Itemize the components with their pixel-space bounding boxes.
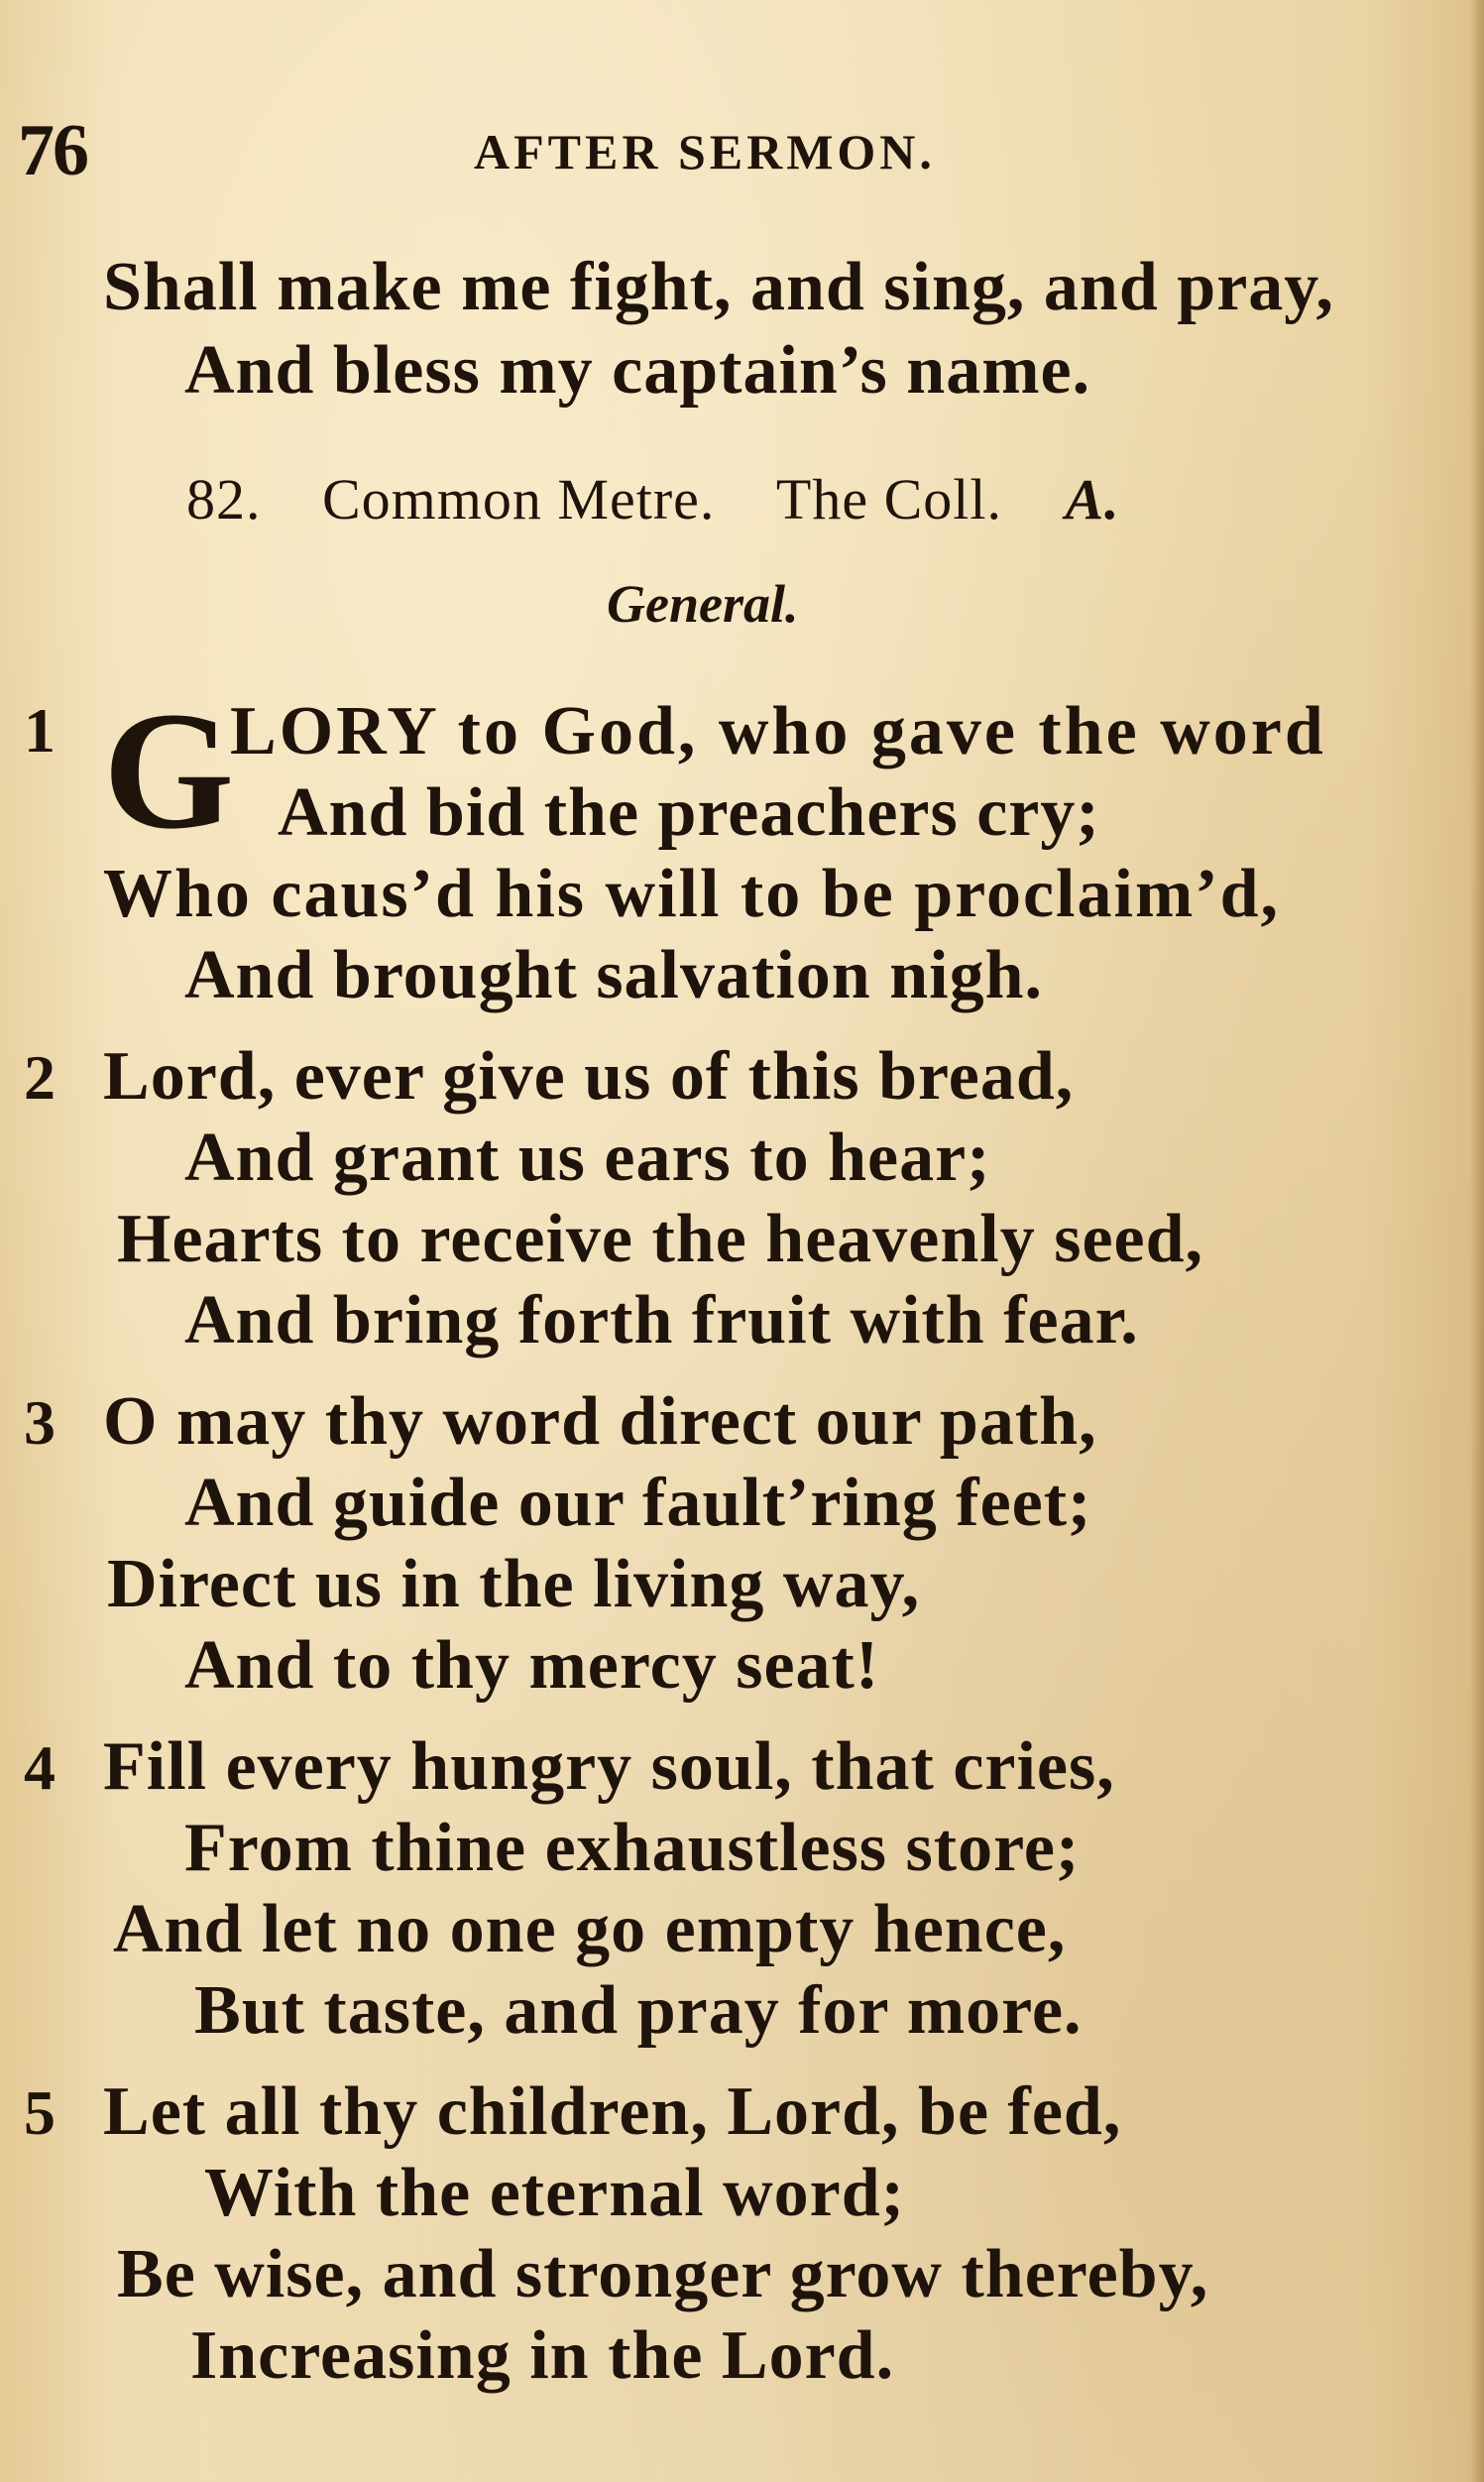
hymn-metre: Common Metre.	[322, 467, 716, 532]
stanza-4-line-2: From thine exhaustless store;	[184, 1810, 1081, 1886]
stanza-5-line-4: Increasing in the Lord.	[190, 2317, 895, 2394]
hymn-number: 82.	[186, 467, 262, 532]
stanza-2-line-1: Lord, ever give us of this bread,	[103, 1038, 1075, 1115]
stanza-5-number: 5	[24, 2077, 56, 2148]
stanza-2-line-4: And bring forth fruit with fear.	[184, 1282, 1139, 1359]
running-title: AFTER SERMON.	[474, 124, 936, 179]
stanza-4-number: 4	[24, 1732, 56, 1803]
stanza-1-line-2: And bid the preachers cry;	[278, 774, 1100, 851]
stanza-1-number: 1	[24, 695, 56, 766]
stanza-2-line-2: And grant us ears to hear;	[184, 1120, 991, 1196]
stanza-4-line-3: And let no one go empty hence,	[113, 1891, 1067, 1967]
drop-cap: G	[103, 677, 235, 864]
stanza-5-line-1: Let all thy children, Lord, be fed,	[103, 2073, 1122, 2150]
stanza-3-number: 3	[24, 1387, 56, 1458]
stanza-1-line-3: Who caus’d his will to be proclaim’d,	[103, 856, 1280, 932]
page-number: 76	[18, 110, 87, 191]
hymn-subheading: General.	[607, 574, 799, 634]
hymn-heading	[186, 466, 1120, 532]
continuation-line-1: Shall make me fight, and sing, and pray,	[103, 249, 1334, 325]
stanza-4-line-4: But taste, and pray for more.	[194, 1972, 1083, 2049]
stanza-1-line-1: LORY to God, who gave the word	[230, 693, 1326, 769]
stanza-5-line-3: Be wise, and stronger grow thereby,	[117, 2236, 1209, 2312]
hymn-mark: A.	[1065, 467, 1120, 532]
stanza-3-line-2: And guide our fault’ring feet;	[184, 1465, 1092, 1541]
stanza-3-line-3: Direct us in the living way,	[107, 1546, 921, 1622]
hymn-tune: The Coll.	[775, 467, 1002, 532]
continuation-line-2: And bless my captain’s name.	[184, 332, 1091, 409]
stanza-3-line-1: O may thy word direct our path,	[103, 1383, 1097, 1460]
stanza-4-line-1: Fill every hungry soul, that cries,	[103, 1728, 1115, 1805]
page-header	[18, 109, 1445, 191]
page-edge	[1470, 0, 1484, 2482]
stanza-1-line-4: And brought salvation nigh.	[184, 937, 1044, 1013]
stanza-3-line-4: And to thy mercy seat!	[184, 1627, 880, 1704]
stanza-2-line-3: Hearts to receive the heavenly seed,	[117, 1201, 1204, 1277]
stanza-5-line-2: With the eternal word;	[204, 2155, 905, 2231]
stanza-2-number: 2	[24, 1042, 56, 1113]
